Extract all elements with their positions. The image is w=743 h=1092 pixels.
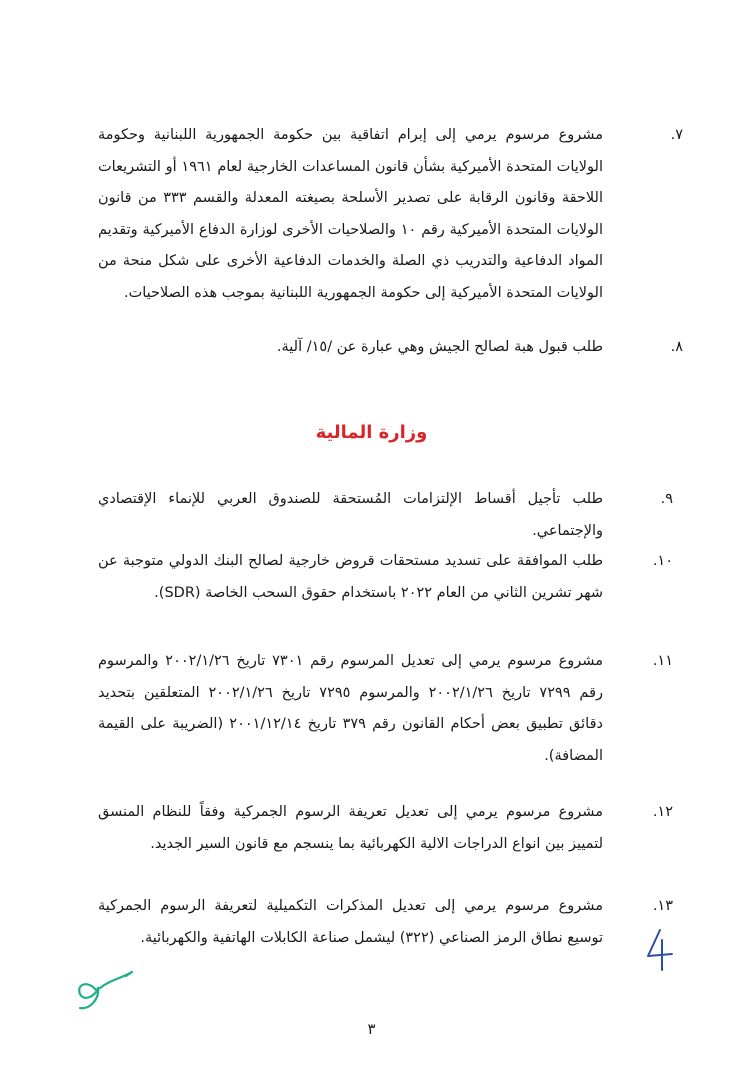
item-number: ٨. bbox=[670, 339, 683, 355]
list-item bbox=[98, 646, 603, 772]
list-item bbox=[98, 332, 603, 364]
item-number: ٧. bbox=[670, 127, 683, 143]
item-text: مشروع مرسوم يرمي إلى تعديل المذكرات التكميلية لتعريفة الرسوم الجمركية توسيع نطاق الرمز الصناعي (٣٢٢) ليشمل صناعة الكابلات الهاتفية والكهربائية. bbox=[98, 898, 603, 946]
item-number: ١٢. bbox=[652, 804, 673, 820]
item-number: ١١. bbox=[652, 653, 673, 669]
list-item bbox=[98, 546, 603, 609]
list-item bbox=[98, 891, 603, 954]
item-number: ١٠. bbox=[652, 553, 673, 569]
signature-scribble bbox=[66, 968, 146, 1014]
item-number: ١٣. bbox=[652, 898, 673, 914]
item-text: مشروع مرسوم يرمي إلى إبرام اتفاقية بين حكومة الجمهورية اللبنانية وحكومة الولايات المتحدة الأميركية بشأن قانون المساعدات الخارجية لعام ١٩٦١ أو التشريعات اللاحقة وقانون الرقابة على تصدير الأسلحة بصيغته المعدلة والقسم ٣٣٣ من قانون الولايات المتحدة الأميركية رقم ١٠ والصلاحيات الأخرى لوزارة الدفاع الأميركية وتقديم المواد الدفاعية والتدريب ذي الصلة والخدمات الدفاعية الأخرى على شكل منحة من الولايات المتحدة الأميركية إلى حكومة الجمهورية اللبنانية بموجب هذه الصلاحيات. bbox=[98, 127, 603, 301]
item-text: طلب قبول هبة لصالح الجيش وهي عبارة عن /١٥/ آلية. bbox=[276, 339, 603, 355]
item-text: طلب تأجيل أقساط الإلتزامات المُستحقة للصندوق العربي للإنماء الإقتصادي والإجتماعي. bbox=[98, 491, 603, 539]
list-item bbox=[98, 120, 603, 309]
section-heading: وزارة المالية bbox=[315, 422, 428, 443]
item-text: مشروع مرسوم يرمي إلى تعديل المرسوم رقم ٧٣٠١ تاريخ ٢٠٠٢/١/٢٦ والمرسوم رقم ٧٢٩٩ تاريخ ٢٠٠٢/١/٢٦ والمرسوم ٧٢٩٥ تاريخ ٢٠٠٢/١/٢٦ المتعلقين بتحديد دقائق تطبيق بعض أحكام القانون رقم ٣٧٩ تاريخ ٢٠٠١/١٢/١٤ (الضريبة على القيمة المضافة). bbox=[98, 653, 604, 764]
page-number: ٣ bbox=[367, 1020, 376, 1038]
handwritten-number-mark bbox=[640, 926, 680, 974]
item-text: طلب الموافقة على تسديد مستحقات قروض خارجية لصالح البنك الدولي متوجبة عن شهر تشرين الثاني من العام ٢٠٢٢ باستخدام حقوق السحب الخاصة (SDR). bbox=[98, 553, 603, 601]
item-text: مشروع مرسوم يرمي إلى تعديل تعريفة الرسوم الجمركية وفقاً للنظام المنسق لتمييز بين انواع الدراجات الالية الكهربائية بما ينسجم مع قانون السير الجديد. bbox=[98, 804, 603, 852]
list-item bbox=[98, 484, 603, 547]
item-number: ٩. bbox=[660, 491, 673, 507]
list-item bbox=[98, 797, 603, 860]
